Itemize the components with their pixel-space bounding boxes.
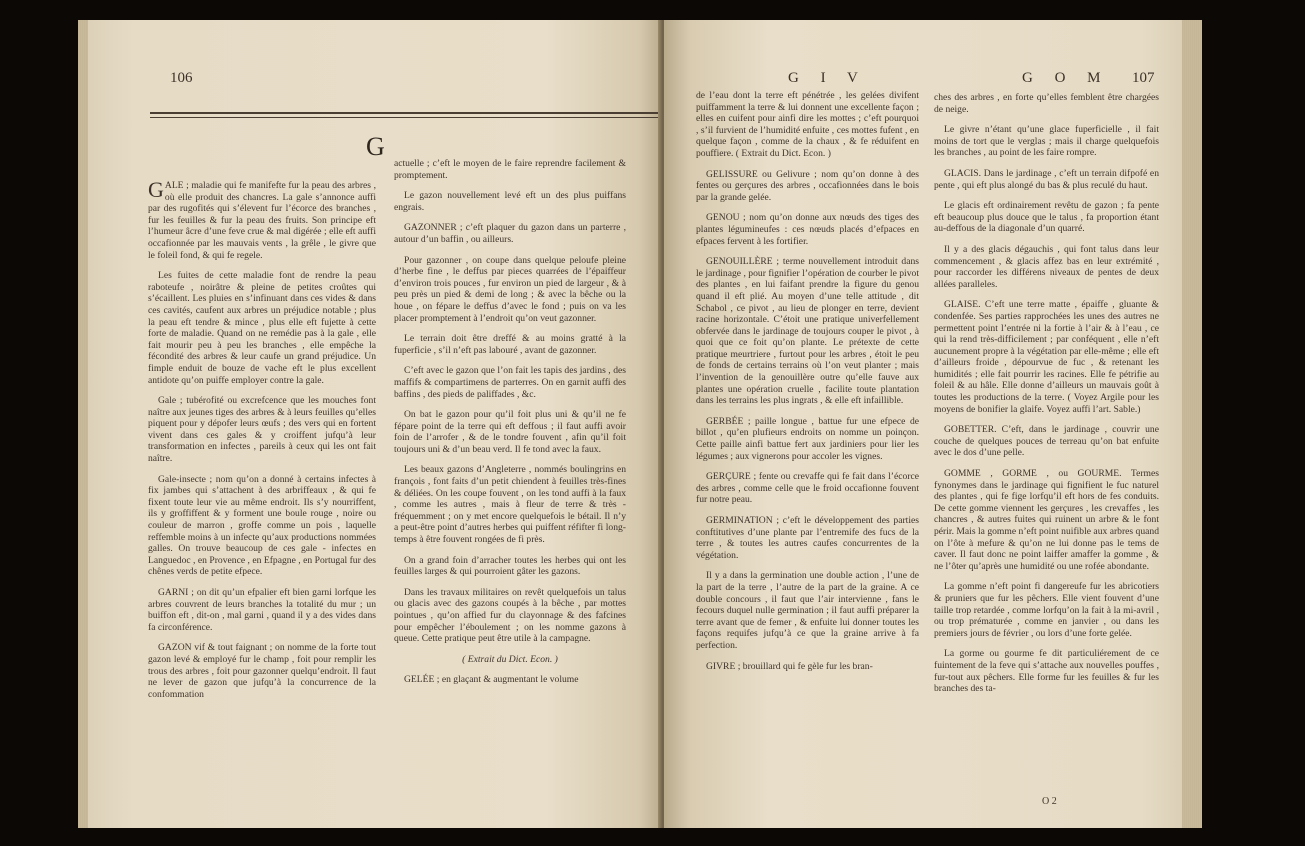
paragraph: Le terrain doit être dreffé & au moins gratté à la fuperficie , s’il n’eft pas labouré , avant de gazonner. <box>394 333 626 356</box>
drop-cap: G <box>148 177 164 202</box>
paragraph: Les fuites de cette maladie font de rendre la peau raboteufe , noirâtre & pleine de petites croûtes qui s’écaillent. Les pluies en s’infinuant dans ces vides & dans ces cavités, caufent aux arbres un préjudice notable ; plus la peau eft tendre & mince , plus elle eft fujette à cette forte de maladie. Quand on ne remédie pas à la gale , elle fait mourir peu à peu les branches , elle empêche la fécondité des arbres & leur caufe un grand préjudice. Un fimple enduit de bouze de vache eft le plus excellent antidote qu’on puiffe employer contre la gale. <box>148 270 376 386</box>
entry-glaise: GLAISE. C’eft une terre matte , épaiffe , gluante & condenfée. Ses parties rapprochées les unes des autres ne permettent point l’entrée ni la fortie à l’air & à l’eau , ce qui la rend très-difficilement ; par conféquent , elle n’eft aucunement propre à la végétation par elle-même ; elle eft d’ailleurs froide , dépourvue de fuc , & retenant les humidités ; elle fait pourrir les racines. Elle fe pétrifie au foleil & au hâle. Elle donne d’ailleurs un mauvais goût à toutes les productions de la terre. ( Voyez Argile pour les moyens de bonifier la glaife. Voyez auffi l’art. Sable.) <box>934 299 1159 415</box>
header-rule <box>150 112 658 118</box>
paragraph: Dans les travaux militaires on revêt quelquefois un talus ou glacis avec des gazons coupés à la bêche , par mottes pointues , qu’on affied fur du clayonnage & des fafcines pour empêcher l’éboulement ; on les nomme gazons à queue. Cette pratique peut être utile à la campagne. <box>394 586 626 645</box>
page-number-right: 107 <box>1132 70 1155 86</box>
entry-givre: GIVRE ; brouillard qui fe gèle fur les bran- <box>706 660 873 672</box>
right-column-1 <box>696 90 919 681</box>
section-letter: G <box>366 132 385 161</box>
entry-gelee: GELÉE ; en glaçant & augmentant le volume <box>404 674 579 686</box>
left-page <box>88 20 662 828</box>
page-edges-left <box>78 20 88 828</box>
source-citation: ( Extrait du Dict. Econ. ) <box>462 653 558 665</box>
entry-glacis: GLACIS. Dans le jardinage , c’eft un terrain difpofé en pente , qui eft plus alongé du bas & plus reculé du haut. <box>934 167 1159 191</box>
running-head-right: G O M <box>1022 70 1110 86</box>
left-column-1 <box>148 177 376 709</box>
entry-gobetter: GOBETTER. C’eft, dans le jardinage , couvrir une couche de quelques pouces de terreau qu’on bat enfuite avec le dos d’une pelle. <box>934 424 1159 459</box>
entry-garni: GARNI ; on dit qu’un efpalier eft bien garni lorfque les arbres couvrent de leurs branches la totalité du mur ; un buiffon eft , dit-on , mal garni , quand il y a des vides dans fa circonférence. <box>148 587 376 633</box>
paragraph: C’eft avec le gazon que l’on fait les tapis des jardins , des maffifs & compartimens de parterres. On en garnit auffi des baffins , des pieds de paliffades , &c. <box>394 365 626 400</box>
entry-genou: GENOU ; nom qu’on donne aux nœuds des tiges des plantes légumineufes : ces nœuds placés d’efpaces en efpaces fervent à les fortifier. <box>696 212 919 247</box>
paragraph: On a grand foin d’arracher toutes les herbes qui ont les feuilles larges & qui pourroient gâter les gazons. <box>394 554 626 578</box>
paragraph: actuelle ; c’eft le moyen de le faire reprendre facilement & promptement. <box>394 158 626 181</box>
entry-gazon: GAZON vif & tout faignant ; on nomme de la forte tout gazon levé & employé fur le champ , foit pour remplir les trous des arbres , foit pour gazonner quelqu’endroit. Il faut ne lever de gazon que jufqu’à la concurrence de la confommation <box>148 642 376 700</box>
page-edges-right <box>1182 20 1202 828</box>
signature-mark: O 2 <box>1042 796 1057 807</box>
entry-gercure: GERÇURE ; fente ou crevaffe qui fe fait dans l’écorce des arbres , comme celle que le froid occafionne fouvent fur notre peau. <box>696 471 919 506</box>
paragraph-text: ALE ; maladie qui fe manifefte fur la peau des arbres , où elle produit des chancres. La gale s’annonce auffi par des rugofités qui s’élevent fur l’écorce des branches , fur les feuilles & fur la peau des fruits. Son principe eft l’humeur âcre d’une feve crue & mal digérée ; elle eft auffi occafionnée par les mauvais vents , la grêle , le givre que le foleil fond, & qui fe regele. <box>148 180 376 261</box>
paragraph: de l’eau dont la terre eft pénétrée , les gelées divifent puiffamment la terre & lui donnent une excellente façon ; elles en cuifent pour ainfi dire les mottes ; c’eft pourquoi , s’il furvient de l’humidité enfuite , ces mottes fufent , en quelque façon , comme de la chaux , & fe réduifent en pouffiere. ( Extrait du Dict. Econ. ) <box>696 90 919 159</box>
paragraph: La gorme ou gourme fe dit particuliérement de ce fuintement de la feve qui s’attache aux nouvelles pouffes , fur-tout aux pêchers. Elle forme fur les feuilles & fur les branches des ta- <box>934 648 1159 695</box>
paragraph: On bat le gazon pour qu’il foit plus uni & qu’il ne fe fépare point de la terre qui eft deffous ; il faut auffi avoir foin de l’arrofer , & de le tondre fouvent , afin qu’il foit toujours uni & d’un beau verd. Il fe tond avec la faux. <box>394 409 626 455</box>
entry-gale <box>148 177 376 261</box>
paragraph: La gomme n’eft point fi dangereufe fur les abricotiers & pruniers que fur les pêchers. Elle vient fouvent d’une taille trop retardée , comme lorfqu’on la fait à la mi-avril , ou trop prématurée , comme en janvier , ou dans les premiers jours de février , ou lors d’une forte gelée. <box>934 581 1159 639</box>
entry-genouillere: GENOUILLÈRE ; terme nouvellement introduit dans le jardinage , pour fignifier l’opération de courber le pivot des plantes , en lui faifant prendre la figure du genou quand il eft plié. Au moyen d’une telle attitude , dit Schabol , ce pivot , au lieu de plonger en terre, devient racine horizontale. C’étoit une pratique univerfellement obfervée dans le jardinage de toujours couper le pivot , à quoi que ce foit qu’on plante. Le prétexte de cette pratique meurtriere , furtout pour les arbres , étoit le peu de fonds de certains terrains où l’on veut planter ; mais l’invention de la genouillère outre qu’elle fauve aux plantes une opération cruelle , facilite toute plantation dans les terrains les plus ingrats , & elle eft infaillible. <box>696 256 919 407</box>
entry-gerbee: GERBÉE ; paille longue , battue fur une efpece de billot , qu’en plufieurs endroits on nomme un poinçon. Cette paille ainfi battue fert aux jardiniers pour lier les légumes ; aux vignerons pour accoler les vignes. <box>696 415 919 462</box>
paragraph: ches des arbres , en forte qu’elles femblent être chargées de neige. <box>934 92 1159 115</box>
entry-gale-insecte: Gale-insecte ; nom qu’on a donné à certains infectes à fix jambes qui s’attachent à des arbriffeaux , & qui fe fixent toute leur vie au même endroit. Ils s’y nourriffent, ils y groffiffent & y forment une boule rouge , noire ou couleur de marron , groffe comme un pois , laquelle reffemble moins à un infecte qu’aux productions nommées galles. On trouve beaucoup de ces gale - infectes en Languedoc , en Provence , en Efpagne , en Portugal fur des chênes verds de petite efpece. <box>148 473 376 578</box>
paragraph: Il y a dans la germination une double action , l’une de la part de la terre , l’autre de la part de la graine. A ce double concours , il faut que l’air intervienne , fans le fecours duquel nulle germination ; il faut auffi préparer la terre avant que de femer , & enfuite lui donner toutes les façons requifes jufqu’à ce que la graine arrive à fa perfection. <box>696 570 919 651</box>
paragraph: Les beaux gazons d’Angleterre , nommés boulingrins en françois , font faits d’un petit chiendent à feuilles très-fines & déliées. On les coupe fouvent , on les tond auffi à la faux , comme les autres , mais à fleur de terre & très - fréquemment ; on y met encore quelquefois le bétail. Il n’y a peut-être point d’autres herbes qui puiffent réfifter fi long-temps à être fouvent rongées de fi près. <box>394 464 626 546</box>
running-head-left: G I V <box>788 70 867 86</box>
entry-gelissure: GELISSURE ou Gelivure ; nom qu’on donne à des fentes ou gerçures des arbres , occafionnées dans le bois par la grande gelée. <box>696 168 919 203</box>
entry-germination: GERMINATION ; c’eft le développement des parties conftitutives d’une plante par l’entremife des fucs de la terre , & toutes les autres caufes concurrentes de la végétation. <box>696 515 919 561</box>
paragraph: Le glacis eft ordinairement revêtu de gazon ; fa pente eft beaucoup plus douce que le talus , fa proportion étant au-deffous de la diagonale d’un quarré. <box>934 200 1159 235</box>
page-number-left: 106 <box>170 70 193 86</box>
left-column-2 <box>394 158 626 695</box>
entry-gazonner: GAZONNER ; c’eft plaquer du gazon dans un parterre , autour d’un baffin , ou ailleurs. <box>394 222 626 245</box>
right-column-2 <box>934 92 1159 704</box>
entry-gale-tuberosite: Gale ; tubérofité ou excrefcence que les mouches font naître aux jeunes tiges des arbres & à leurs feuilles qu’elles piquent pour y dépofer leurs œufs ; des vers qui en fortent vivent dans ces gales & y croiffent jufqu’à leur transformation en infectes , pareils à ceux qui les ont fait naître. <box>148 395 376 465</box>
paragraph: Le givre n’étant qu’une glace fuperficielle , il fait moins de tort que le verglas ; mais il charge quelquefois les branches , au point de les faire rompre. <box>934 124 1159 159</box>
paragraph: Le gazon nouvellement levé eft un des plus puiffans engrais. <box>394 190 626 213</box>
paragraph: Il y a des glacis dégauchis , qui font talus dans leur commencement , & glacis affez bas en leur extrémité , pour raccorder les différens niveaux de pentes de deux allées paralleles. <box>934 243 1159 290</box>
paragraph: Pour gazonner , on coupe dans quelque peloufe pleine d’herbe fine , le deffus par pieces quarrées de l’épaiffeur d’environ trois pouces , fur environ un pied de largeur , & à peu près un pied & demi de long ; & avec la bêche ou la houe , on fépare le deffus d’avec le fond ; puis on va les placer promptement à l’endroit qu’on veut gazonner. <box>394 254 626 324</box>
entry-gomme: GOMME , GORME , ou GOURME. Termes fynonymes dans le jardinage qui fignifient le fuc naturel des plantes , qui fe fige lorfqu’il eft hors de fes conduits. De cette gomme viennent les gerçures , les crevaffes , les chancres , & autres fuites qui ruinent un arbre & le font périr. Mais la gomme n’eft point nuifible aux arbres quand on l’ôte à mefure & qu’on ne lui donne pas le tems de caver. Il faut donc ne point laiffer amaffer la gomme , & ne l’ôter qu’après une humidité ou une rofée abondante. <box>934 468 1159 572</box>
right-page <box>664 20 1182 828</box>
